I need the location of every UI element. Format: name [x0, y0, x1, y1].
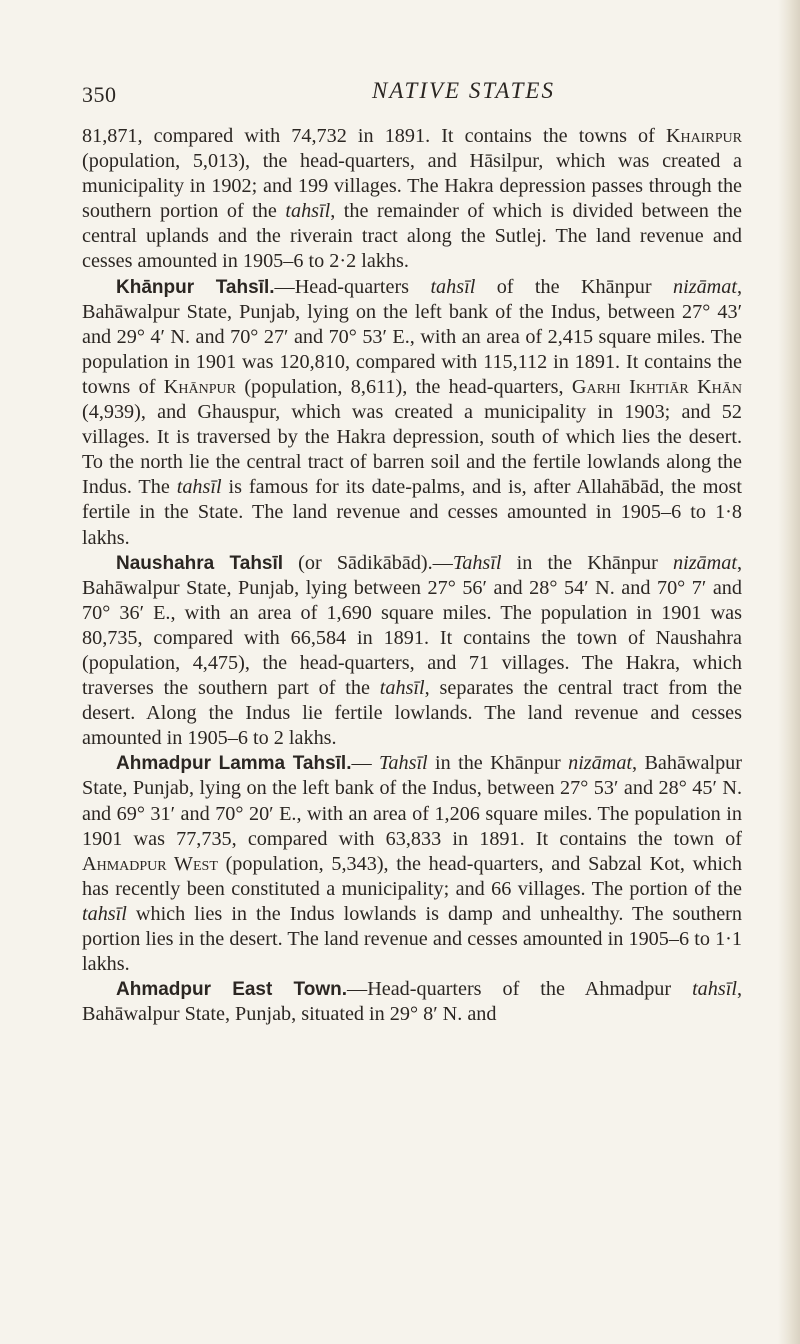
page-header	[82, 78, 722, 112]
entry-naushahra-tahsil: Naushahra Tahsīl (or Sādikābād).—Tahsīl in the Khānpur nizāmat, Bahāwalpur State, Punjab, lying between 27° 56′ and 28° 54′ N. and 70° 7′ and 70° 36′ E., with an area of 1,690 square miles. The population in 1901 was 80,735, compared with 66,584 in 1891. It contains the town of Naushahra (population, 4,475), the head-quarters, and 71 villages. The Hakra, which traverses the southern part of the tahsīl, separates the central tract from the desert. Along the Indus lie fertile lowlands. The land revenue and cesses amounted in 1905–6 to 2 lakhs.	[82, 551, 742, 750]
running-title: NATIVE STATES	[372, 78, 555, 103]
entry-ahmadpur-lamma-tahsil: Ahmadpur Lamma Tahsīl.— Tahsīl in the Khānpur nizāmat, Bahāwalpur State, Punjab, lying on the left bank of the Indus, between 27° 53′ and 28° 45′ N. and 69° 31′ and 70° 20′ E., with an area of 1,206 square miles. The population in 1901 was 77,735, compared with 63,833 in 1891. It contains the town of Ahmadpur West (population, 5,343), the head-quarters, and Sabzal Kot, which has recently been constituted a municipality; and 66 villages. The portion of the tahsīl which lies in the Indus lowlands is damp and unhealthy. The southern portion lies in the desert. The land revenue and cesses amounted in 1905–6 to 1·1 lakhs.	[82, 752, 742, 976]
page-edge-shadow	[778, 0, 800, 1344]
entry-heading: Khānpur Tahsīl.	[116, 276, 275, 298]
body-text	[82, 124, 742, 1027]
entry-khanpur-tahsil: Khānpur Tahsīl.—Head-quarters tahsīl of the Khānpur nizāmat, Bahāwalpur State, Punjab, lying on the left bank of the Indus, between 27° 43′ and 29° 4′ N. and 70° 27′ and 70° 53′ E., with an area of 2,415 square miles. The population in 1901 was 120,810, compared with 115,112 in 1891. It contains the towns of Khānpur (population, 8,611), the head-quarters, Garhi Ikhtiār Khān (4,939), and Ghauspur, which was created a municipality in 1903; and 52 villages. It is traversed by the Hakra depression, south of which lies the desert. To the north lie the central tract of barren soil and the fertile lowlands along the Indus. The tahsīl is famous for its date-palms, and is, after Allahābād, the most fertile in the State. The land revenue and cesses amounted in 1905–6 to 1·8 lakhs.	[82, 275, 742, 549]
entry-heading: Ahmadpur Lamma Tahsīl.	[116, 753, 352, 775]
page-number: 350	[82, 82, 117, 107]
entry-heading: Naushahra Tahsīl	[116, 552, 284, 574]
entry-ahmadpur-east-town: Ahmadpur East Town.—Head-quarters of the Ahmadpur tahsīl, Bahāwalpur State, Punjab, situated in 29° 8′ N. and	[82, 978, 742, 1026]
paragraph-continuation: 81,871, compared with 74,732 in 1891. It contains the towns of Khairpur (population, 5,013), the head-quarters, and Hāsilpur, which was created a municipality in 1902; and 199 villages. The Hakra depression passes through the southern portion of the tahsīl, the remainder of which is divided between the central uplands and the riverain tract along the Sutlej. The land revenue and cesses amounted in 1905–6 to 2·2 lakhs.	[82, 125, 742, 273]
entry-heading: Ahmadpur East Town.	[116, 979, 347, 1001]
